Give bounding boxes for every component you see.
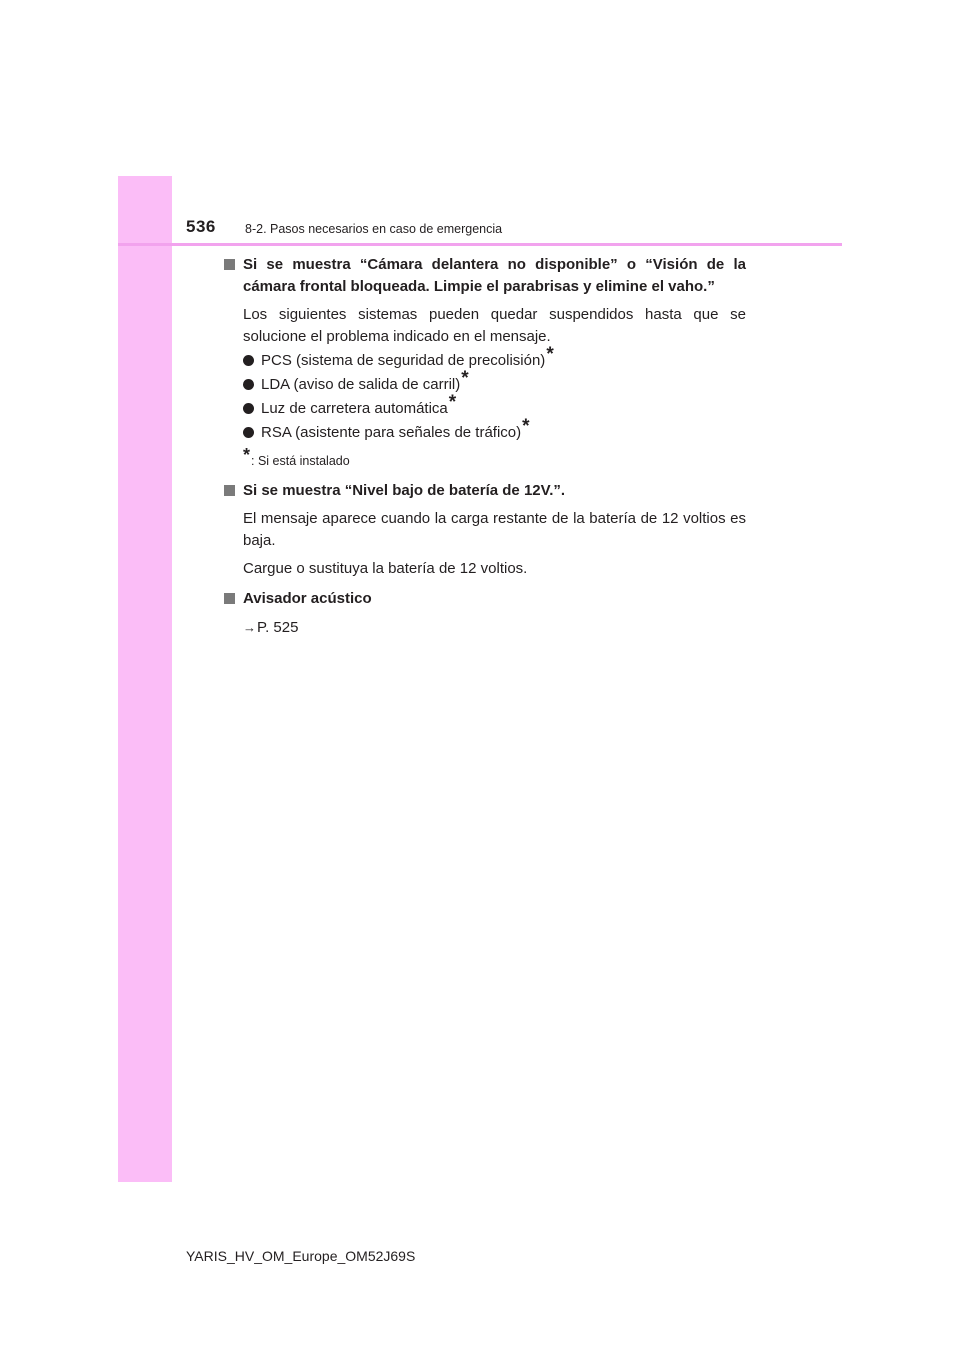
heading-camera (222, 254, 746, 298)
list-item (243, 344, 746, 372)
content (222, 254, 746, 639)
footer-doc-code: YARIS_HV_OM_Europe_OM52J69S (186, 1248, 416, 1264)
square-icon (224, 485, 235, 496)
filled-circle-icon (243, 427, 254, 438)
asterisk-mark: * (522, 416, 530, 437)
page-reference[interactable] (243, 617, 746, 639)
arrow-right-icon: → (243, 620, 256, 635)
list-item-text: LDA (aviso de salida de carril) (261, 376, 461, 393)
camera-system-list (243, 344, 746, 444)
asterisk-mark: * (448, 392, 457, 413)
footnote (243, 445, 746, 472)
battery-body-1: El mensaje aparece cuando la carga restante de la batería de 12 voltios es baja. (243, 510, 746, 549)
filled-circle-icon (243, 355, 254, 366)
list-item (243, 416, 746, 444)
page-number: 536 (186, 217, 216, 236)
page-reference-text: P. 525 (257, 619, 299, 636)
heading-camera-text: Si se muestra “Cámara delantera no disponible” o “Visión de la cámara frontal bloqueada. Limpie el parabrisas y elimine el vaho.” (243, 256, 746, 295)
list-item-text: RSA (asistente para señales de tráfico) (261, 424, 522, 441)
heading-battery-text: Si se muestra “Nivel bajo de batería de 12V.”. (243, 482, 566, 499)
list-item (243, 368, 746, 396)
section-title: 8-2. Pasos necesarios en caso de emergencia (245, 222, 503, 236)
header-rule (118, 243, 842, 246)
asterisk-mark: * (546, 344, 554, 365)
side-color-band (118, 176, 172, 1182)
square-icon (224, 593, 235, 604)
asterisk-mark: * (461, 368, 469, 389)
filled-circle-icon (243, 403, 254, 414)
battery-body-2: Cargue o sustituya la batería de 12 voltios. (243, 560, 528, 577)
heading-battery (222, 480, 746, 502)
footnote-text: : Si está instalado (251, 454, 350, 468)
footnote-asterisk: * (243, 445, 251, 465)
heading-buzzer (222, 588, 746, 610)
filled-circle-icon (243, 379, 254, 390)
camera-body: Los siguientes sistemas pueden quedar suspendidos hasta que se solucione el problema indicado en el mensaje. (243, 306, 746, 345)
square-icon (224, 259, 235, 270)
heading-buzzer-text: Avisador acústico (243, 590, 372, 607)
list-item (243, 392, 746, 420)
list-item-text: PCS (sistema de seguridad de precolisión) (261, 352, 546, 369)
list-item-text: Luz de carretera automática (261, 400, 448, 417)
